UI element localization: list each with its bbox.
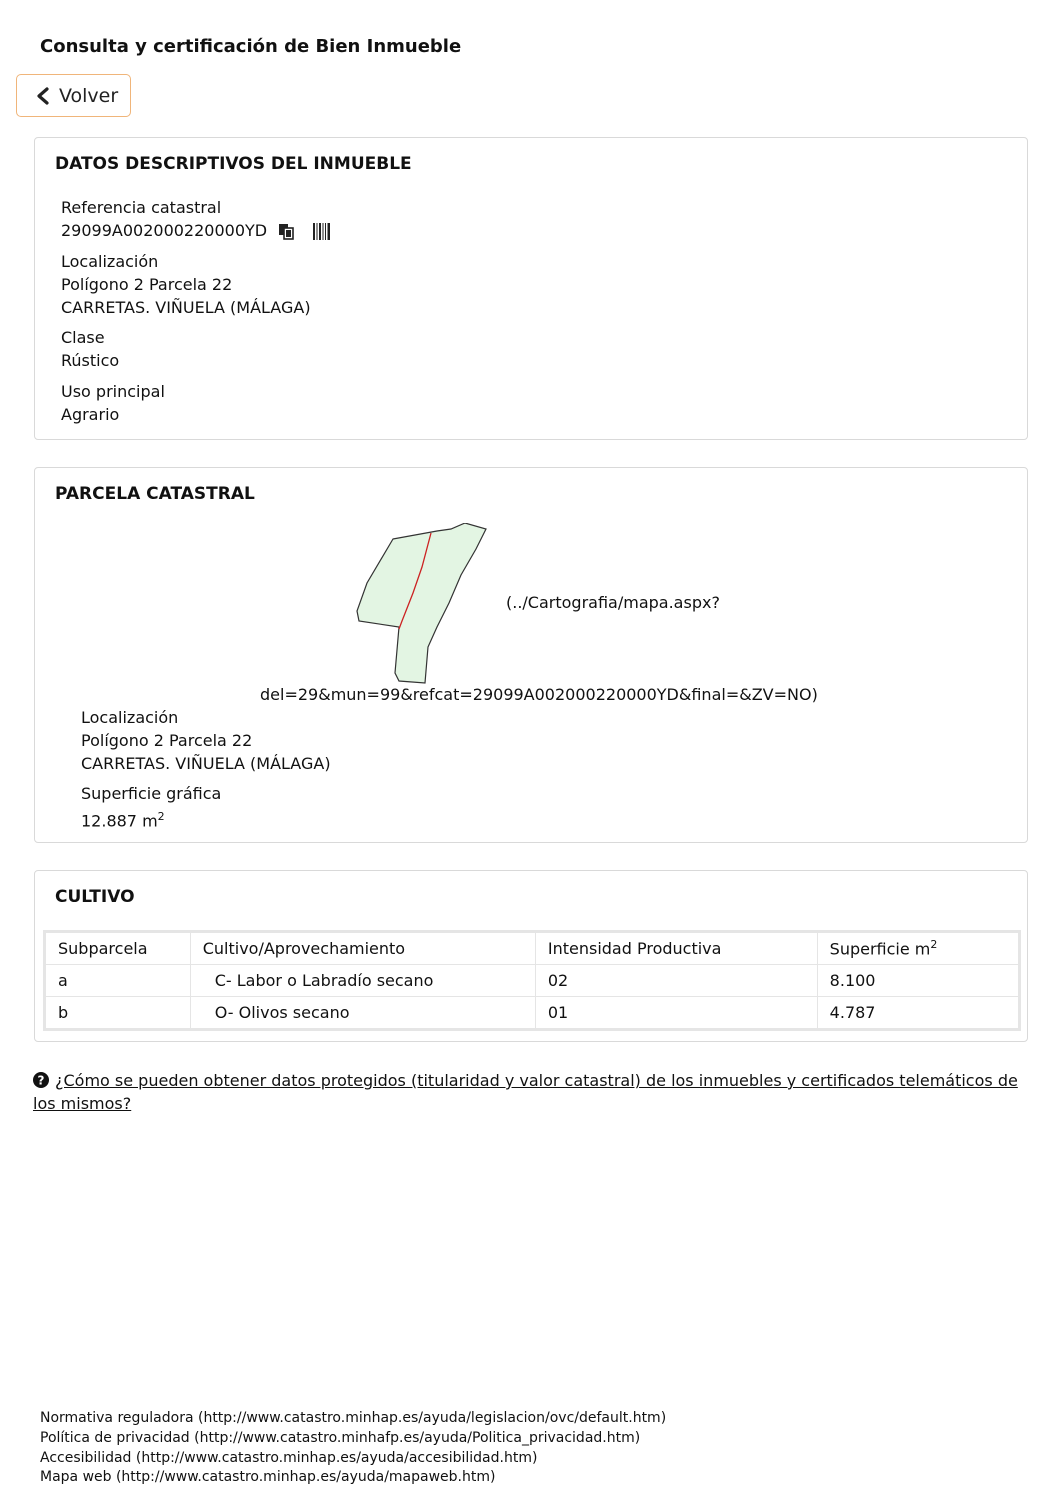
copy-icon[interactable]: [278, 223, 294, 240]
cell-surface: 8.100: [817, 965, 1019, 997]
cadastral-parcel-panel: [34, 467, 1028, 843]
svg-text:?: ?: [37, 1073, 45, 1088]
location-line2: CARRETAS. VIÑUELA (MÁLAGA): [61, 298, 311, 317]
crop-table: [43, 930, 1021, 1031]
descriptive-data-panel: [34, 137, 1028, 440]
footer-link-normativa[interactable]: Normativa reguladora (http://www.catastro.minhap.es/ayuda/legislacion/ovc/default.htm): [40, 1410, 667, 1426]
crop-title: CULTIVO: [55, 887, 135, 907]
cadastral-ref-value: 29099A002000220000YD: [61, 221, 268, 240]
crop-table-header: [45, 932, 1020, 965]
header-crop: Cultivo/Aprovechamiento: [190, 932, 535, 965]
help-section: [33, 1069, 1023, 1115]
cell-surface: 4.787: [817, 997, 1019, 1030]
crop-panel: [34, 870, 1028, 1042]
cadastral-ref-label: Referencia catastral: [61, 198, 222, 217]
footer-link-privacidad[interactable]: Política de privacidad (http://www.catastro.minhafp.es/ayuda/Politica_privacidad.htm): [40, 1429, 641, 1446]
surface-label: Superficie gráfica: [81, 784, 222, 803]
page-title: Consulta y certificación de Bien Inmueble: [40, 36, 462, 57]
cell-crop: C- Labor o Labradío secano: [190, 965, 535, 997]
header-intensity: Intensidad Productiva: [535, 932, 817, 965]
chevron-left-icon: [35, 87, 51, 105]
cadastral-ref-row: [61, 219, 331, 242]
parcel-location-line1: Polígono 2 Parcela 22: [81, 731, 253, 750]
parcel-map-image[interactable]: [355, 523, 525, 688]
parcel-location-line2: CARRETAS. VIÑUELA (MÁLAGA): [81, 754, 331, 773]
cell-intensity: 01: [535, 997, 817, 1030]
use-label: Uso principal: [61, 382, 165, 401]
back-button[interactable]: [16, 74, 131, 117]
header-surface: Superficie $m^2$: [817, 932, 1019, 965]
footer-link-mapa-web[interactable]: Mapa web (http://www.catastro.minhap.es/ayuda/mapaweb.htm): [40, 1469, 496, 1486]
back-button-label: Volver: [59, 84, 119, 107]
protected-data-help-link[interactable]: ¿Cómo se pueden obtener datos protegidos (titularidad y valor catastral) de los inmuebles y certificados telemáticos de los mismos?: [33, 1071, 1018, 1113]
footer: [40, 1409, 666, 1488]
cell-subparcel: a: [45, 965, 191, 997]
cell-crop: O- Olivos secano: [190, 997, 535, 1030]
map-link-url-part1[interactable]: (../Cartografia/mapa.aspx?: [506, 593, 720, 612]
location-line1: Polígono 2 Parcela 22: [61, 275, 233, 294]
cell-intensity: 02: [535, 965, 817, 997]
descriptive-data-title: DATOS DESCRIPTIVOS DEL INMUEBLE: [55, 154, 412, 174]
table-row: [45, 965, 1020, 997]
surface-value: 12.887 $m^2$: [81, 810, 165, 831]
barcode-icon[interactable]: [313, 223, 331, 240]
table-row: [45, 997, 1020, 1030]
cell-subparcel: b: [45, 997, 191, 1030]
use-value: Agrario: [61, 405, 120, 424]
header-subparcel: Subparcela: [45, 932, 191, 965]
class-value: Rústico: [61, 351, 120, 370]
parcel-shape: [357, 523, 486, 683]
map-link-url-part2[interactable]: del=29&mun=99&refcat=29099A002000220000YD&final=&ZV=NO): [260, 685, 818, 704]
question-circle-icon: [33, 1072, 49, 1088]
cadastral-parcel-title: PARCELA CATASTRAL: [55, 484, 255, 504]
location-label: Localización: [61, 252, 159, 271]
parcel-location-label: Localización: [81, 708, 179, 727]
footer-link-accesibilidad[interactable]: Accesibilidad (http://www.catastro.minhap.es/ayuda/accesibilidad.htm): [40, 1449, 538, 1466]
class-label: Clase: [61, 328, 105, 347]
